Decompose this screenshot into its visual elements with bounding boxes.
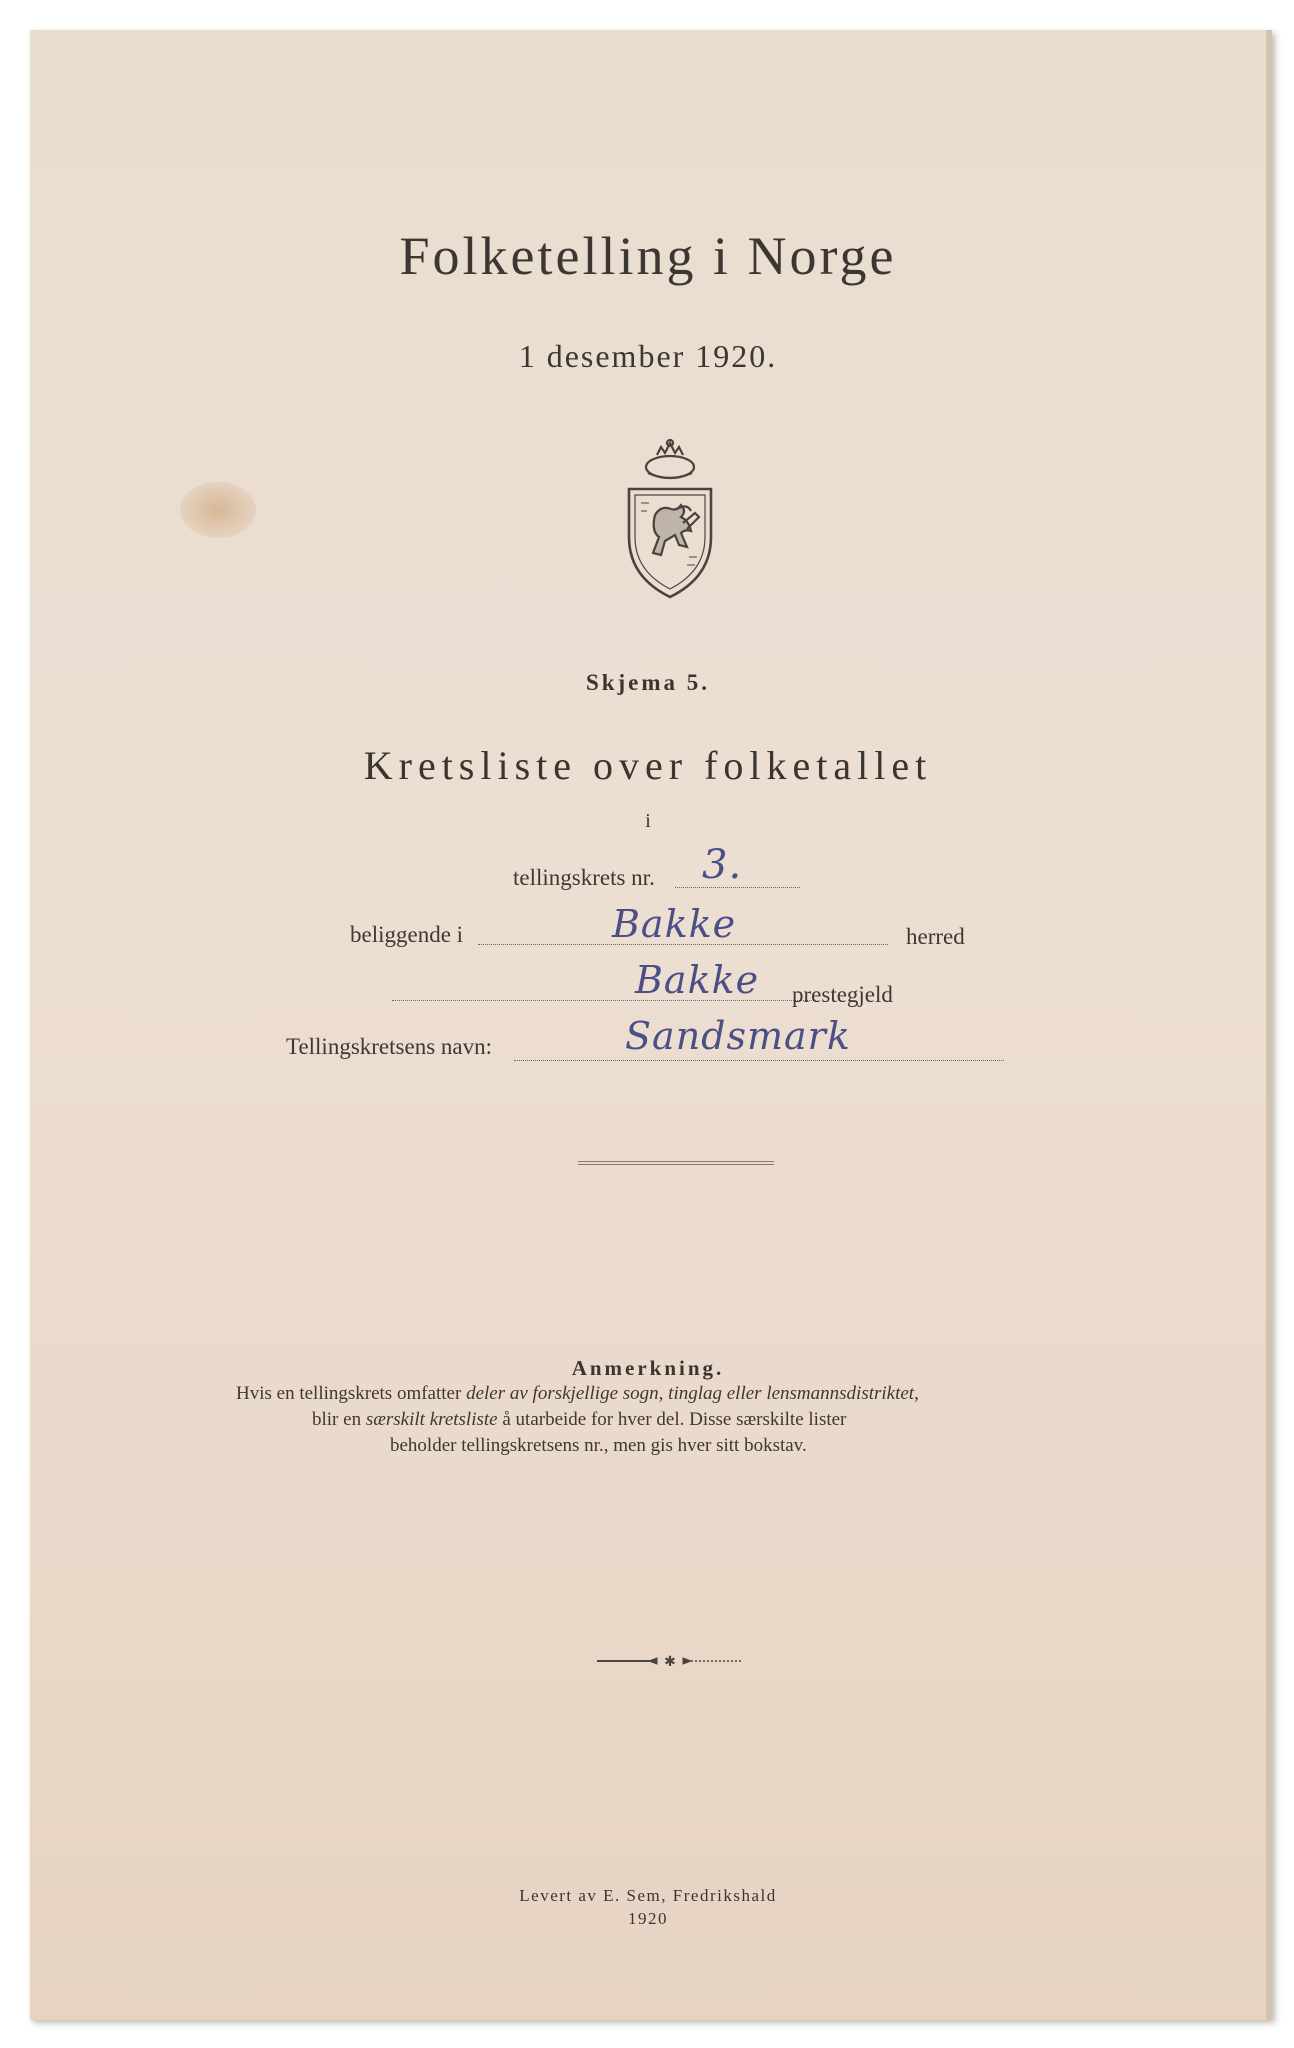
note-line-3: beholder tellingskretsens nr., men gis hver sitt bokstav. [390,1435,807,1456]
navn-line [514,1060,1004,1061]
note-line-2-text-b: å utarbeide for hver del. Disse særskilte lister [502,1409,847,1430]
document-page [30,30,1272,2020]
note-line-2-text-a: blir en [312,1409,362,1430]
coat-of-arms-icon [621,437,719,603]
document-title: Folketelling i Norge [399,226,897,286]
note-line-1-italic: deler av forskjellige sogn, tinglag eller lensmannsdistriktet, [466,1383,919,1404]
tellingskrets-label: tellingskrets nr. [513,865,655,890]
prestegjeld-label: prestegjeld [792,982,893,1007]
document-date: 1 desember 1920. [518,338,778,374]
note-line-2 [312,1409,846,1431]
herred-value: Bakke [612,902,737,946]
navn-value: Sandsmark [625,1014,851,1058]
svg-text:✱: ✱ [664,1654,676,1668]
note-line-1-text: Hvis en tellingskrets omfatter [236,1383,462,1404]
note-line-1 [236,1383,919,1405]
herred-label: herred [906,924,965,949]
section-divider [578,1161,774,1165]
prestegjeld-value: Bakke [635,958,760,1002]
navn-label: Tellingskretsens navn: [286,1034,492,1059]
connector-word: i [645,810,651,832]
schema-label: Skjema 5. [585,670,711,695]
paper-stain [180,482,256,538]
beliggende-label: beliggende i [350,922,464,947]
form-heading: Kretsliste over folketallet [363,743,933,788]
print-year: 1920 [628,1909,668,1928]
printer-credit: Levert av E. Sem, Fredrikshald [519,1886,777,1905]
tellingskrets-value: 3. [702,842,743,888]
note-line-2-italic: særskilt kretsliste [365,1409,498,1430]
note-heading: Anmerkning. [571,1356,725,1380]
decorative-divider-icon [595,1654,745,1668]
